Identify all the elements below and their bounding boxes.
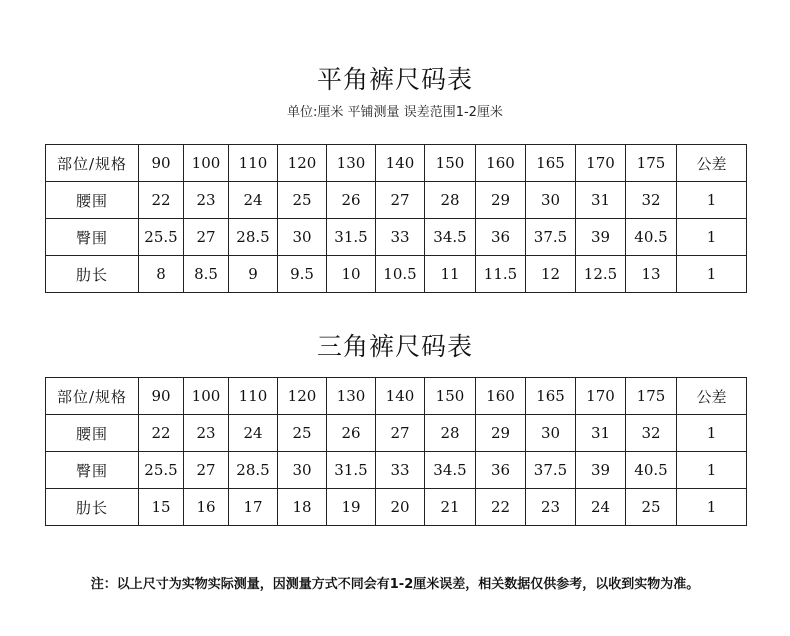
header-cell: 175 (626, 378, 677, 415)
table-row (46, 415, 747, 452)
header-cell: 170 (576, 378, 626, 415)
table-cell: 18 (278, 489, 327, 526)
header-cell: 110 (229, 378, 278, 415)
table-cell: 30 (526, 182, 576, 219)
header-cell: 130 (327, 145, 376, 182)
header-cell: 120 (278, 378, 327, 415)
table-cell: 29 (476, 415, 526, 452)
row-label-cell: 腰围 (46, 415, 139, 452)
table-cell: 22 (139, 415, 184, 452)
table-cell: 11 (425, 256, 476, 293)
header-cell: 90 (139, 378, 184, 415)
row-label-cell: 肋长 (46, 489, 139, 526)
header-cell: 公差 (677, 145, 747, 182)
table-cell: 34.5 (425, 219, 476, 256)
table-cell: 1 (677, 256, 747, 293)
size-table-boxer (45, 144, 747, 293)
table-header-row (46, 378, 747, 415)
table-cell: 39 (576, 452, 626, 489)
table-cell: 32 (626, 182, 677, 219)
table-cell: 15 (139, 489, 184, 526)
header-cell: 110 (229, 145, 278, 182)
table-cell: 16 (184, 489, 229, 526)
table-cell: 32 (626, 415, 677, 452)
table-cell: 13 (626, 256, 677, 293)
table-cell: 10.5 (376, 256, 425, 293)
table-cell: 36 (476, 452, 526, 489)
table-cell: 1 (677, 452, 747, 489)
table-cell: 1 (677, 219, 747, 256)
header-cell: 170 (576, 145, 626, 182)
table-row (46, 256, 747, 293)
table-cell: 8.5 (184, 256, 229, 293)
table1-title: 平角裤尺码表 (316, 65, 473, 94)
table-cell: 25.5 (139, 219, 184, 256)
table-cell: 9 (229, 256, 278, 293)
table-cell: 17 (229, 489, 278, 526)
header-cell: 175 (626, 145, 677, 182)
header-cell: 140 (376, 145, 425, 182)
row-label-cell: 臀围 (46, 452, 139, 489)
table-cell: 20 (376, 489, 425, 526)
table-cell: 28 (425, 415, 476, 452)
table-cell: 27 (184, 219, 229, 256)
row-label-cell: 臀围 (46, 219, 139, 256)
table-cell: 37.5 (526, 452, 576, 489)
table-cell: 23 (184, 182, 229, 219)
table-cell: 24 (229, 415, 278, 452)
header-cell: 90 (139, 145, 184, 182)
footnote: 注：以上尺寸为实物实际测量，因测量方式不同会有1-2厘米误差，相关数据仅供参考，以收到实物为准。 (90, 577, 700, 592)
table-cell: 21 (425, 489, 476, 526)
table-cell: 31.5 (327, 452, 376, 489)
table-cell: 1 (677, 489, 747, 526)
table-cell: 24 (576, 489, 626, 526)
row-label-cell: 肋长 (46, 256, 139, 293)
table2-title: 三角裤尺码表 (316, 332, 473, 361)
table-cell: 27 (376, 182, 425, 219)
table-cell: 37.5 (526, 219, 576, 256)
header-cell: 165 (526, 145, 576, 182)
row-label-cell: 腰围 (46, 182, 139, 219)
table-cell: 23 (184, 415, 229, 452)
table-cell: 10 (327, 256, 376, 293)
table-cell: 30 (526, 415, 576, 452)
table-cell: 27 (376, 415, 425, 452)
table-cell: 19 (327, 489, 376, 526)
table-cell: 26 (327, 182, 376, 219)
table-cell: 12.5 (576, 256, 626, 293)
table-cell: 1 (677, 182, 747, 219)
header-cell: 120 (278, 145, 327, 182)
header-cell: 部位/规格 (46, 145, 139, 182)
table-cell: 22 (139, 182, 184, 219)
table-cell: 28 (425, 182, 476, 219)
table-header-row (46, 145, 747, 182)
table-cell: 12 (526, 256, 576, 293)
table-cell: 23 (526, 489, 576, 526)
table-cell: 24 (229, 182, 278, 219)
table-cell: 30 (278, 452, 327, 489)
table-cell: 25 (278, 415, 327, 452)
header-cell: 160 (476, 145, 526, 182)
table1-subtitle: 单位:厘米 平铺测量 误差范围1-2厘米 (287, 105, 503, 120)
table-cell: 39 (576, 219, 626, 256)
header-cell: 100 (184, 145, 229, 182)
table-cell: 28.5 (229, 452, 278, 489)
table-row (46, 219, 747, 256)
table-cell: 33 (376, 452, 425, 489)
table-cell: 22 (476, 489, 526, 526)
table-cell: 33 (376, 219, 425, 256)
header-cell: 140 (376, 378, 425, 415)
table-cell: 27 (184, 452, 229, 489)
table-cell: 40.5 (626, 452, 677, 489)
table-cell: 25 (626, 489, 677, 526)
table-cell: 31 (576, 415, 626, 452)
table-cell: 30 (278, 219, 327, 256)
table-cell: 26 (327, 415, 376, 452)
table-cell: 8 (139, 256, 184, 293)
table-cell: 25 (278, 182, 327, 219)
table-cell: 34.5 (425, 452, 476, 489)
table-cell: 28.5 (229, 219, 278, 256)
table-cell: 9.5 (278, 256, 327, 293)
table-row (46, 452, 747, 489)
table-cell: 25.5 (139, 452, 184, 489)
header-cell: 部位/规格 (46, 378, 139, 415)
table-cell: 29 (476, 182, 526, 219)
table-cell: 40.5 (626, 219, 677, 256)
header-cell: 150 (425, 378, 476, 415)
table-cell: 1 (677, 415, 747, 452)
header-cell: 100 (184, 378, 229, 415)
header-cell: 160 (476, 378, 526, 415)
header-cell: 150 (425, 145, 476, 182)
table-cell: 31.5 (327, 219, 376, 256)
table-cell: 36 (476, 219, 526, 256)
size-table-briefs (45, 377, 747, 526)
table-cell: 31 (576, 182, 626, 219)
header-cell: 130 (327, 378, 376, 415)
header-cell: 公差 (677, 378, 747, 415)
header-cell: 165 (526, 378, 576, 415)
table-row (46, 182, 747, 219)
table-cell: 11.5 (476, 256, 526, 293)
table-row (46, 489, 747, 526)
